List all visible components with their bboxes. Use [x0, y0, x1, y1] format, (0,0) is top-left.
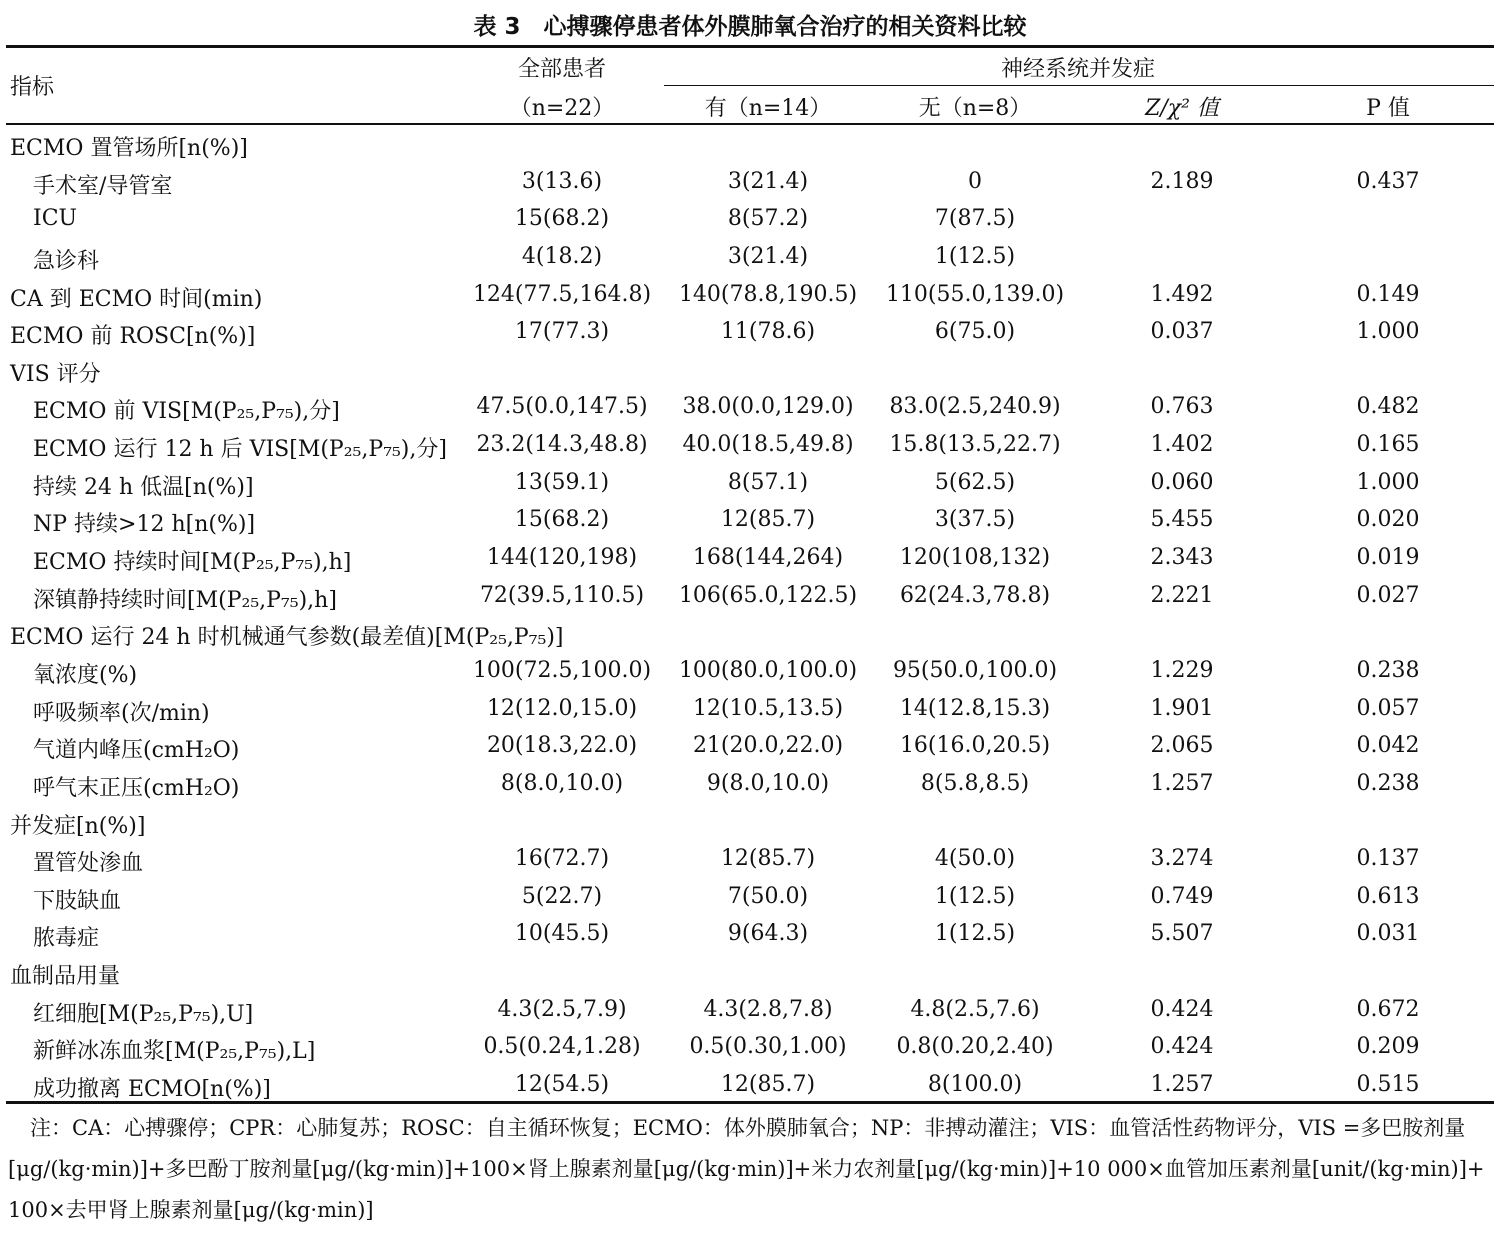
top-rule — [6, 45, 1494, 48]
cell-no: 15.8(13.5,22.7) — [889, 432, 1061, 458]
cell-p: 0.209 — [1356, 1034, 1420, 1060]
cell-stat: 5.507 — [1150, 921, 1214, 947]
table-title: 表 3 心搏骤停患者体外膜肺氧合治疗的相关资料比较 — [473, 14, 1027, 40]
table-row — [0, 877, 1500, 915]
cell-stat: 0.749 — [1150, 883, 1214, 909]
cell-stat: 1.901 — [1150, 695, 1214, 721]
cell-all: 8(8.0,10.0) — [500, 770, 624, 796]
row-label: 新鲜冰冻血浆[M(P₂₅,P₇₅),L] — [33, 1039, 316, 1065]
cell-yes: 0.5(0.30,1.00) — [689, 1034, 847, 1060]
cell-no: 1(12.5) — [934, 243, 1016, 269]
cell-no: 95(50.0,100.0) — [892, 657, 1058, 683]
table-row — [0, 726, 1500, 764]
cell-p: 0.238 — [1356, 657, 1420, 683]
header-all: 全部患者 — [517, 57, 607, 82]
cell-yes: 140(78.8,190.5) — [678, 281, 858, 307]
cell-p: 1.000 — [1356, 469, 1420, 495]
cell-stat: 1.229 — [1150, 657, 1214, 683]
table-row — [0, 764, 1500, 802]
cell-p: 0.042 — [1356, 733, 1420, 759]
table-row — [0, 124, 1500, 162]
row-label: ECMO 前 ROSC[n(%)] — [10, 324, 256, 350]
table-row — [0, 1065, 1500, 1103]
header-no: 无（n=8） — [918, 96, 1032, 121]
row-label: 并发症[n(%)] — [10, 813, 146, 839]
table-row — [0, 312, 1500, 350]
header-indicator: 指标 — [10, 75, 55, 100]
cell-p: 0.020 — [1356, 507, 1420, 533]
cell-no: 0.8(0.20,2.40) — [896, 1034, 1054, 1060]
row-label: 呼吸频率(次/min) — [33, 700, 210, 726]
cell-no: 8(5.8,8.5) — [920, 770, 1030, 796]
cell-yes: 3(21.4) — [727, 168, 809, 194]
cell-no: 5(62.5) — [934, 469, 1016, 495]
cell-stat: 2.189 — [1150, 168, 1214, 194]
cell-stat: 0.060 — [1150, 469, 1214, 495]
row-label: 呼气末正压(cmH₂O) — [33, 775, 240, 801]
table-row — [0, 500, 1500, 538]
cell-p: 0.482 — [1356, 394, 1420, 420]
cell-all: 144(120,198) — [486, 545, 638, 571]
cell-p: 0.515 — [1356, 1072, 1420, 1098]
cell-all: 15(68.2) — [514, 507, 610, 533]
cell-p: 0.149 — [1356, 281, 1420, 307]
row-label: 置管处渗血 — [33, 851, 144, 877]
header-all-n: （n=22） — [509, 96, 615, 121]
cell-no: 3(37.5) — [934, 507, 1016, 533]
row-label: 气道内峰压(cmH₂O) — [33, 738, 240, 764]
cell-stat: 2.065 — [1150, 733, 1214, 759]
cell-yes: 11(78.6) — [720, 319, 816, 345]
row-label: ECMO 前 VIS[M(P₂₅,P₇₅),分] — [33, 399, 340, 425]
row-label: 深镇静持续时间[M(P₂₅,P₇₅),h] — [33, 587, 337, 613]
row-label: 成功撤离 ECMO[n(%)] — [33, 1077, 271, 1103]
cell-no: 1(12.5) — [934, 883, 1016, 909]
table-row — [0, 199, 1500, 237]
row-label: 血制品用量 — [10, 964, 121, 990]
row-label: 下肢缺血 — [33, 888, 122, 914]
cell-no: 83.0(2.5,240.9) — [889, 394, 1061, 420]
cell-all: 100(72.5,100.0) — [472, 657, 652, 683]
cell-yes: 100(80.0,100.0) — [678, 657, 858, 683]
cell-yes: 7(50.0) — [727, 883, 809, 909]
cell-stat: 5.455 — [1150, 507, 1214, 533]
cell-all: 20(18.3,22.0) — [486, 733, 638, 759]
table-row — [0, 576, 1500, 614]
cell-p: 0.613 — [1356, 883, 1420, 909]
cell-all: 0.5(0.24,1.28) — [483, 1034, 641, 1060]
row-label: VIS 评分 — [10, 361, 101, 387]
table-row — [0, 952, 1500, 990]
cell-yes: 12(85.7) — [720, 846, 816, 872]
cell-no: 8(100.0) — [927, 1072, 1023, 1098]
table-body — [0, 124, 1500, 1103]
cell-yes: 21(20.0,22.0) — [692, 733, 844, 759]
cell-yes: 8(57.2) — [727, 206, 809, 232]
table-row — [0, 802, 1500, 840]
cell-all: 15(68.2) — [514, 206, 610, 232]
cell-no: 7(87.5) — [934, 206, 1016, 232]
cell-yes: 12(10.5,13.5) — [692, 695, 844, 721]
cell-stat: 0.763 — [1150, 394, 1214, 420]
row-label: 手术室/导管室 — [33, 173, 173, 199]
cell-yes: 38.0(0.0,129.0) — [682, 394, 854, 420]
cell-p: 1.000 — [1356, 319, 1420, 345]
cell-no: 14(12.8,15.3) — [899, 695, 1051, 721]
cell-all: 47.5(0.0,147.5) — [476, 394, 648, 420]
cell-stat: 0.424 — [1150, 1034, 1214, 1060]
row-label: 持续 24 h 低温[n(%)] — [33, 474, 254, 500]
cell-all: 13(59.1) — [514, 469, 610, 495]
cell-p: 0.019 — [1356, 545, 1420, 571]
cell-p: 0.137 — [1356, 846, 1420, 872]
cell-yes: 9(8.0,10.0) — [706, 770, 830, 796]
note-line-1: 注：CA：心搏骤停；CPR：心肺复苏；ROSC：自主循环恢复；ECMO：体外膜肺氧合；NP：非搏动灌注；VIS：血管活性药物评分，VIS =多巴胺剂量 — [30, 1116, 1466, 1140]
cell-yes: 168(144,264) — [692, 545, 844, 571]
table-row — [0, 463, 1500, 501]
cell-all: 4(18.2) — [521, 243, 603, 269]
cell-all: 124(77.5,164.8) — [472, 281, 652, 307]
cell-no: 16(16.0,20.5) — [899, 733, 1051, 759]
note-line-2: [μg/(kg·min)]+多巴酚丁胺剂量[μg/(kg·min)]+100×肾上腺素剂量[μg/(kg·min)]+米力农剂量[μg/(kg·min)]+10 000×血管加压素剂量[unit/(kg·min)]+ — [8, 1157, 1485, 1181]
header-p: P 值 — [1366, 96, 1410, 121]
table-row — [0, 237, 1500, 275]
cell-no: 120(108,132) — [899, 545, 1051, 571]
cell-yes: 4.3(2.8,7.8) — [703, 996, 833, 1022]
table-row — [0, 162, 1500, 200]
table-row — [0, 350, 1500, 388]
table-row — [0, 914, 1500, 952]
row-label: 氧浓度(%) — [33, 662, 138, 688]
row-label: ICU — [33, 206, 78, 232]
cell-no: 6(75.0) — [934, 319, 1016, 345]
table-row — [0, 839, 1500, 877]
cell-no: 4(50.0) — [934, 846, 1016, 872]
row-label: 红细胞[M(P₂₅,P₇₅),U] — [33, 1001, 254, 1027]
cell-stat: 1.257 — [1150, 770, 1214, 796]
table-row — [0, 1027, 1500, 1065]
row-label: ECMO 持续时间[M(P₂₅,P₇₅),h] — [33, 550, 352, 576]
table-row — [0, 275, 1500, 313]
cell-yes: 40.0(18.5,49.8) — [682, 432, 854, 458]
cell-stat: 0.424 — [1150, 996, 1214, 1022]
table-row — [0, 990, 1500, 1028]
table-row — [0, 538, 1500, 576]
cell-all: 16(72.7) — [514, 846, 610, 872]
cell-yes: 9(64.3) — [727, 921, 809, 947]
row-label: ECMO 置管场所[n(%)] — [10, 136, 248, 161]
cell-yes: 3(21.4) — [727, 243, 809, 269]
header-stat: Z/χ² 值 — [1145, 96, 1219, 121]
cell-stat: 2.343 — [1150, 545, 1214, 571]
cell-no: 0 — [968, 168, 982, 194]
cell-all: 4.3(2.5,7.9) — [497, 996, 627, 1022]
row-label: NP 持续>12 h[n(%)] — [33, 512, 256, 538]
cell-all: 10(45.5) — [514, 921, 610, 947]
cell-all: 12(54.5) — [514, 1072, 610, 1098]
cell-p: 0.437 — [1356, 168, 1420, 194]
row-label: CA 到 ECMO 时间(min) — [10, 286, 263, 312]
table-row — [0, 387, 1500, 425]
cell-all: 72(39.5,110.5) — [479, 582, 645, 608]
header-group: 神经系统并发症 — [1000, 57, 1156, 82]
cell-yes: 106(65.0,122.5) — [678, 582, 858, 608]
cell-stat: 1.257 — [1150, 1072, 1214, 1098]
cell-p: 0.165 — [1356, 432, 1420, 458]
cell-all: 23.2(14.3,48.8) — [476, 432, 648, 458]
row-label: 急诊科 — [33, 248, 100, 274]
cell-p: 0.031 — [1356, 921, 1420, 947]
table-row — [0, 613, 1500, 651]
table-row — [0, 689, 1500, 727]
cell-all: 12(12.0,15.0) — [486, 695, 638, 721]
cell-p: 0.057 — [1356, 695, 1420, 721]
row-label: ECMO 运行 12 h 后 VIS[M(P₂₅,P₇₅),分] — [33, 437, 447, 463]
header-yes: 有（n=14） — [704, 96, 832, 121]
cell-all: 17(77.3) — [514, 319, 610, 345]
cell-all: 3(13.6) — [521, 168, 603, 194]
table-row — [0, 425, 1500, 463]
cell-all: 5(22.7) — [521, 883, 603, 909]
cell-stat: 1.492 — [1150, 281, 1214, 307]
cell-no: 62(24.3,78.8) — [899, 582, 1051, 608]
cell-yes: 12(85.7) — [720, 507, 816, 533]
cell-no: 4.8(2.5,7.6) — [910, 996, 1040, 1022]
cell-no: 110(55.0,139.0) — [885, 281, 1065, 307]
note-line-3: 100×去甲肾上腺素剂量[μg/(kg·min)] — [8, 1198, 374, 1222]
group-rule — [664, 85, 1494, 86]
cell-no: 1(12.5) — [934, 921, 1016, 947]
cell-p: 0.027 — [1356, 582, 1420, 608]
cell-stat: 0.037 — [1150, 319, 1214, 345]
row-label: 脓毒症 — [33, 926, 100, 952]
cell-p: 0.672 — [1356, 996, 1420, 1022]
cell-stat: 1.402 — [1150, 432, 1214, 458]
cell-p: 0.238 — [1356, 770, 1420, 796]
cell-stat: 3.274 — [1150, 846, 1214, 872]
cell-stat: 2.221 — [1150, 582, 1214, 608]
cell-yes: 8(57.1) — [727, 469, 809, 495]
row-label: ECMO 运行 24 h 时机械通气参数(最差值)[M(P₂₅,P₇₅)] — [10, 625, 564, 651]
table-note — [8, 1108, 1494, 1231]
table-row — [0, 651, 1500, 689]
cell-yes: 12(85.7) — [720, 1072, 816, 1098]
